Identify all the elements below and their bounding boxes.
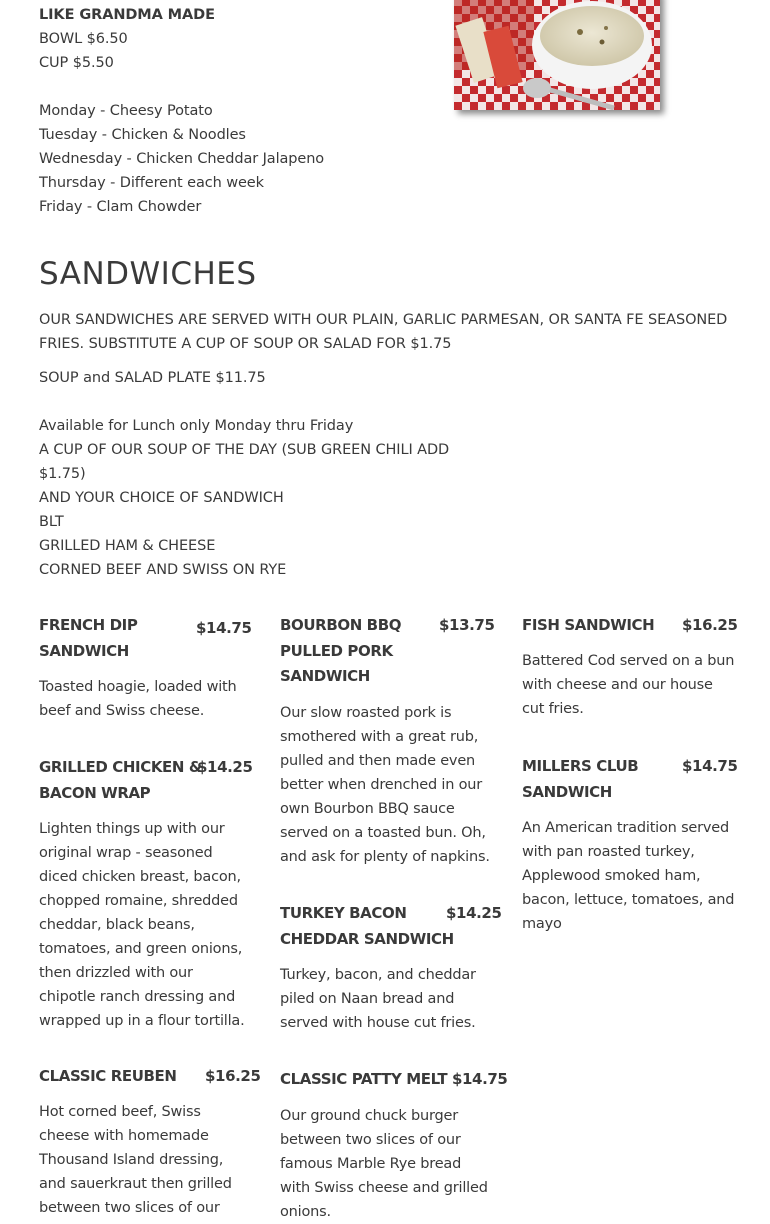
description-line: cheddar, black beans, — [39, 917, 195, 933]
soup-schedule-item: Tuesday - Chicken & Noodles — [39, 127, 246, 143]
lunch-special-line: $1.75) — [39, 466, 86, 482]
item-description — [280, 963, 476, 1035]
soup-photo — [454, 0, 660, 110]
description-line: Lighten things up with our — [39, 821, 225, 837]
description-line: onions. — [280, 1204, 331, 1220]
soup-salad-plate-price: SOUP and SALAD PLATE $11.75 — [39, 370, 266, 386]
description-line: served with house cut fries. — [280, 1015, 476, 1031]
description-line: chipotle ranch dressing and — [39, 989, 236, 1005]
item-title: MILLERS CLUB — [522, 757, 639, 775]
lunch-special-line: CORNED BEEF AND SWISS ON RYE — [39, 562, 287, 578]
menu-item-fish-sandwich — [522, 613, 654, 639]
description-line: chopped romaine, shredded — [39, 893, 238, 909]
description-line: Our ground chuck burger — [280, 1108, 459, 1124]
item-title: SANDWICH — [522, 782, 612, 801]
description-line: Turkey, bacon, and cheddar — [280, 967, 476, 983]
section-heading-sandwiches: SANDWICHES — [39, 256, 257, 292]
menu-item-classic-patty-melt — [280, 1067, 507, 1093]
soup-cup-price: CUP $5.50 — [39, 55, 114, 71]
description-line: and sauerkraut then grilled — [39, 1176, 232, 1192]
menu-item-turkey-bacon-cheddar — [280, 901, 454, 952]
lunch-special-line: GRILLED HAM & CHEESE — [39, 538, 216, 554]
item-title: FISH SANDWICH — [522, 616, 655, 634]
description-line: Applewood smoked ham, — [522, 868, 701, 884]
menu-item-french-dip — [39, 613, 137, 664]
lunch-special-line: AND YOUR CHOICE OF SANDWICH — [39, 490, 284, 506]
item-price: $14.75 — [682, 757, 738, 775]
item-price: $14.25 — [446, 904, 502, 922]
lunch-special-line: A CUP OF OUR SOUP OF THE DAY (SUB GREEN CHILI ADD — [39, 442, 450, 458]
soup-schedule-item: Monday - Cheesy Potato — [39, 103, 213, 119]
menu-item-grilled-chicken-wrap — [39, 755, 202, 806]
soup-schedule-item: Wednesday - Chicken Cheddar Jalapeno — [39, 151, 325, 167]
description-line: with pan roasted turkey, — [522, 844, 695, 860]
description-line: served on a toasted bun. Oh, — [280, 825, 486, 841]
description-line: Hot corned beef, Swiss — [39, 1104, 201, 1120]
item-description — [280, 701, 490, 869]
soup-tagline: LIKE GRANDMA MADE — [39, 7, 215, 23]
sandwiches-intro-line: FRIES. SUBSTITUTE A CUP OF SOUP OR SALAD FOR $1.75 — [39, 336, 452, 352]
description-line: own Bourbon BBQ sauce — [280, 801, 455, 817]
item-description — [39, 817, 245, 1033]
item-price: $14.25 — [197, 758, 253, 776]
item-description — [39, 675, 237, 723]
menu-item-bourbon-bbq-pulled-pork — [280, 613, 401, 690]
item-description — [522, 649, 734, 721]
lunch-special-line: Available for Lunch only Monday thru Friday — [39, 418, 354, 434]
description-line: between two slices of our — [39, 1200, 220, 1216]
item-title: TURKEY BACON — [280, 904, 407, 922]
menu-item-millers-club — [522, 754, 638, 805]
item-title: BACON WRAP — [39, 783, 151, 802]
description-line: Our slow roasted pork is — [280, 705, 452, 721]
description-line: cheese with homemade — [39, 1128, 209, 1144]
soup-schedule-item: Thursday - Different each week — [39, 175, 264, 191]
description-line: Toasted hoagie, loaded with — [39, 679, 237, 695]
soup-schedule-item: Friday - Clam Chowder — [39, 199, 202, 215]
item-price: $13.75 — [439, 616, 495, 634]
item-description — [39, 1100, 232, 1220]
item-title: GRILLED CHICKEN & — [39, 758, 202, 776]
description-line: An American tradition served — [522, 820, 730, 836]
description-line: with cheese and our house — [522, 677, 713, 693]
description-line: cut fries. — [522, 701, 584, 717]
description-line: wrapped up in a flour tortilla. — [39, 1013, 245, 1029]
item-price: $14.75 — [196, 619, 252, 637]
description-line: diced chicken breast, bacon, — [39, 869, 241, 885]
item-title: SANDWICH — [280, 667, 370, 685]
description-line: beef and Swiss cheese. — [39, 703, 205, 719]
sandwiches-intro-line: OUR SANDWICHES ARE SERVED WITH OUR PLAIN, GARLIC PARMESAN, OR SANTA FE SEASONED — [39, 312, 728, 328]
description-line: bacon, lettuce, tomatoes, and — [522, 892, 735, 908]
item-price: $16.25 — [205, 1067, 261, 1085]
description-line: pulled and then made even — [280, 753, 476, 769]
description-line: famous Marble Rye bread — [280, 1156, 462, 1172]
description-line: mayo — [522, 916, 562, 932]
item-title: CLASSIC PATTY MELT $14.75 — [280, 1070, 508, 1088]
item-title: CHEDDAR SANDWICH — [280, 929, 454, 948]
description-line: tomatoes, and green onions, — [39, 941, 243, 957]
item-description — [522, 816, 734, 936]
item-title: FRENCH DIP — [39, 616, 138, 634]
description-line: between two slices of our — [280, 1132, 461, 1148]
item-description — [280, 1104, 488, 1224]
description-line: piled on Naan bread and — [280, 991, 455, 1007]
description-line: original wrap - seasoned — [39, 845, 213, 861]
description-line: Battered Cod served on a bun — [522, 653, 735, 669]
soup-bowl-price: BOWL $6.50 — [39, 31, 128, 47]
description-line: better when drenched in our — [280, 777, 483, 793]
menu-item-classic-reuben — [39, 1064, 177, 1090]
description-line: Thousand Island dressing, — [39, 1152, 224, 1168]
item-title: CLASSIC REUBEN — [39, 1067, 177, 1085]
lunch-special-line: BLT — [39, 514, 64, 530]
description-line: with Swiss cheese and grilled — [280, 1180, 488, 1196]
description-line: and ask for plenty of napkins. — [280, 849, 490, 865]
item-title: PULLED PORK — [280, 641, 393, 660]
description-line: smothered with a great rub, — [280, 729, 479, 745]
description-line: then drizzled with our — [39, 965, 193, 981]
item-price: $16.25 — [682, 616, 738, 634]
item-title: BOURBON BBQ — [280, 616, 402, 634]
item-title: SANDWICH — [39, 641, 129, 660]
